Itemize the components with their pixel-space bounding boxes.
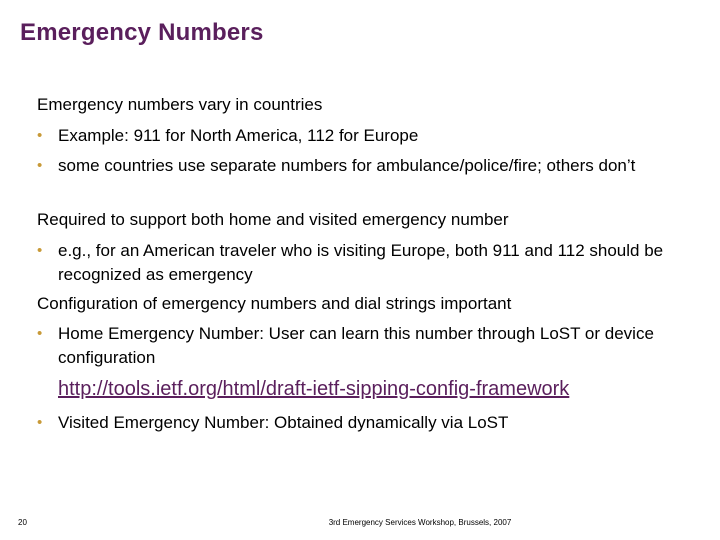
bullet-text: Visited Emergency Number: Obtained dynamically via LoST [58, 413, 509, 432]
bullet-text: Configuration of emergency numbers and dial strings important [37, 294, 512, 313]
bullet-dot-icon: • [37, 242, 43, 259]
bullet-level2 [37, 124, 698, 148]
bullet-dot-icon: • [37, 414, 43, 431]
bullet-level1 [37, 292, 511, 316]
bullet-level1 [37, 208, 509, 232]
config-framework-link[interactable]: http://tools.ietf.org/html/draft-ietf-sipping-config-framework [58, 378, 570, 400]
footer-event-text: 3rd Emergency Services Workshop, Brussels, 2007 [328, 518, 512, 527]
bullet-level2 [37, 154, 698, 178]
bullet-level2 [37, 411, 698, 435]
page-number: 20 [18, 518, 27, 527]
bullet-level1 [37, 93, 322, 117]
bullet-text: some countries use separate numbers for ambulance/police/fire; others don’t [58, 156, 636, 175]
bullet-text: Required to support both home and visited emergency number [37, 210, 509, 229]
slide-title: Emergency Numbers [20, 19, 264, 46]
bullet-text: Emergency numbers vary in countries [37, 95, 323, 114]
bullet-text: Home Emergency Number: User can learn this number through LoST or device configuration [58, 324, 654, 367]
bullet-level2 [37, 239, 698, 287]
bullet-text: e.g., for an American traveler who is visiting Europe, both 911 and 112 should be recognized as emergency [58, 241, 664, 284]
bullet-text: Example: 911 for North America, 112 for Europe [58, 126, 419, 145]
bullet-dot-icon: • [37, 325, 43, 342]
bullet-dot-icon: • [37, 127, 43, 144]
bullet-level2 [37, 322, 698, 370]
bullet-dot-icon: • [37, 157, 43, 174]
